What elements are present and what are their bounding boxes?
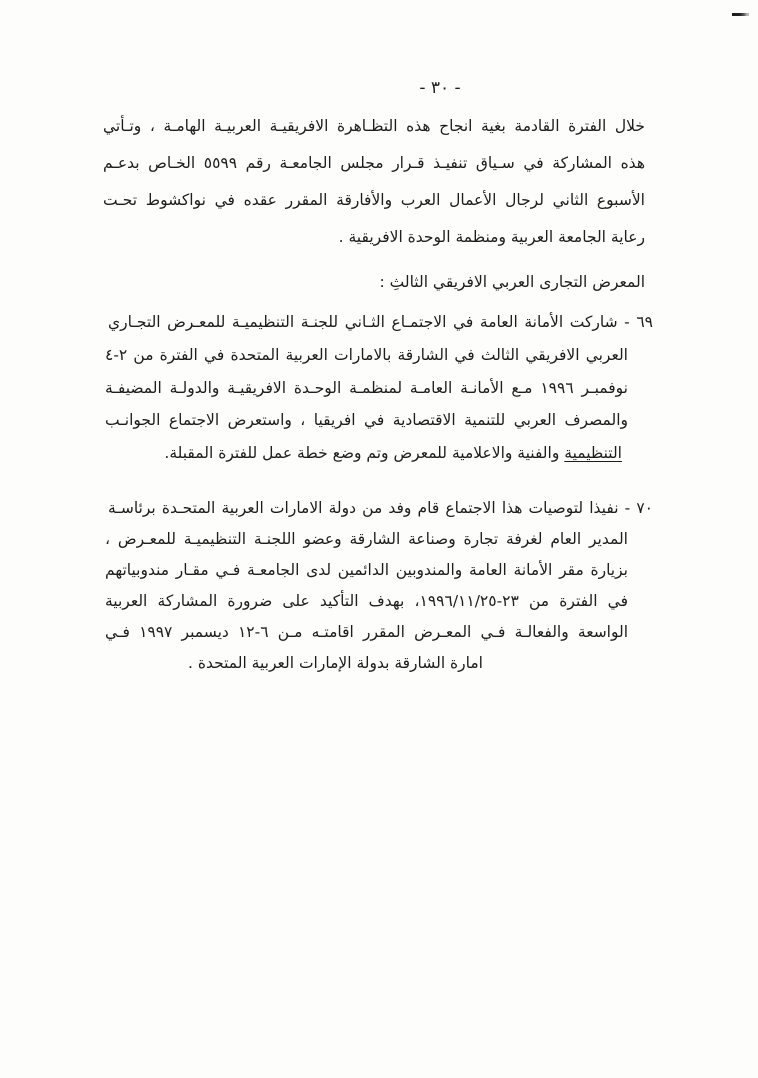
item-69-line-1: ٦٩ - شاركت الأمانة العامة في الاجتمـاع الثـاني للجنـة التنظيميـة للمعـرض التجـاري [108,313,653,331]
intro-line-4: رعاية الجامعة العربية ومنظمة الوحدة الافريقية . [338,228,645,246]
underlined-word: التنظيمية [564,444,622,462]
item-69-line-2: العربي الافريقي الثالث في الشارقة بالامارات العربية المتحدة في الفترة من ٢-٤ [105,346,628,364]
item-70-line-1: ٧٠ - نفيذا لتوصيات هذا الاجتماع قام وفد من دولة الامارات العربية المتحـدة برئاسـة [108,499,653,517]
item-69-line-5-rest: والفنية والاعلامية للمعرض وتم وضع خطة عمل للفترة المقبلة. [164,444,560,462]
section-heading: المعرض التجارى العربي الافريقي الثالثِ : [379,273,645,291]
item-69-line-3: نوفمبـر ١٩٩٦ مـع الأمانـة العامـة لمنظمـة الوحـدة الافريقيـة والدولـة المضيفـة [105,379,628,397]
item-70-line-4: في الفترة من ٢٣-١٩٩٦/١١/٢٥، بهدف التأكيد على ضرورة المشاركة العربية [105,592,628,610]
item-69-line-4: والمصرف العربي للتنمية الاقتصادية في افريقيا ، واستعرض الاجتماع الجوانـب [105,411,628,429]
item-69-line-5 [164,439,622,467]
item-70-line-2: المدير العام لغرفة تجارة وصناعة الشارقة وعضو اللجنـة التنظيميـة للمعـرض ، [105,530,628,548]
item-70-line-5: الواسعة والفعالـة فـي المعـرض المقرر اقامتـه مـن ٦-١٢ ديسمبر ١٩٩٧ فـي [105,623,628,641]
intro-line-1: خلال الفترة القادمة بغية انجاح هذه التظـاهرة الافريقيـة العربيـة الهامـة ، وتـأتي [103,117,645,135]
page-number: - ٣٠ - [419,78,461,98]
intro-line-2: هذه المشاركة في سـياق تنفيـذ قـرار مجلس الجامعـة رقم ٥٥٩٩ الخـاص بدعـم [103,154,645,172]
scan-artifact-mark [732,13,749,16]
intro-line-3: الأسبوع الثاني لرجال الأعمال العرب والأفارقة المقرر عقده في نواكشوط تحـت [103,191,645,209]
item-70-line-3: بزيارة مقر الأمانة العامة والمندوبين الدائمين لدى الجامعـة فـي مقـار مندوبياتهم [105,561,628,579]
item-70-line-6: امارة الشارقة بدولة الإمارات العربية المتحدة . [187,654,483,672]
